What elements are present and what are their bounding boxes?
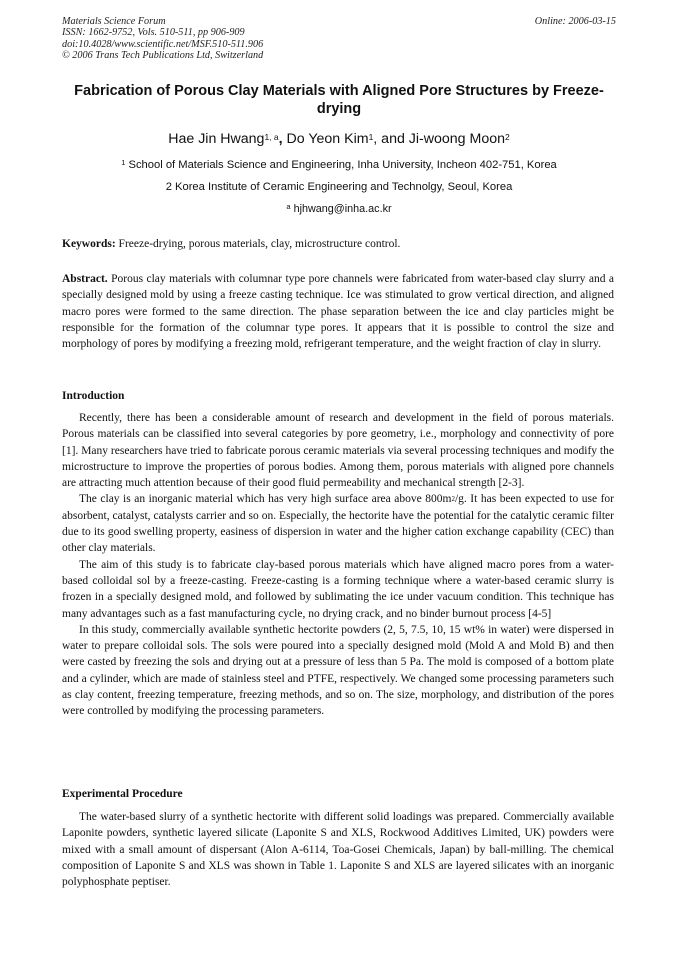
unit-superscript: 2 <box>451 495 455 504</box>
author-name: Do Yeon Kim <box>286 131 369 147</box>
unit <box>443 493 455 505</box>
paragraph-text: The clay is an inorganic material which has very high surface area above 800 <box>79 493 443 506</box>
affiliation-2: 2 Korea Institute of Ceramic Engineering and Technolgy, Seoul, Korea <box>165 181 513 193</box>
abstract <box>62 271 614 352</box>
keywords-label: Keywords: <box>62 238 116 250</box>
issn-line: ISSN: 1662-9752, Vols. 510-511, pp 906-909 <box>62 27 245 39</box>
paragraph-text: /g. It has been expected to use for absorbent, catalyst, catalysts carrier and so on. Especially, the hectorite have the potential for the catalytic ceramic filter due to its good swelling property, easiness of dispersion in water and the higher cation exchange capability (CEC) than other clay materials. <box>62 493 615 555</box>
paragraph: Recently, there has been a considerable amount of research and development in the field of porous materials. Porous materials can be classified into several categories by pore geometry, i.e., morphology and connectivity of pore [1]. Many researchers have tried to fabricate porous ceramic materials via several processing techniques and modify the microstructure to improve the properties of porous bodies. Among them, porous materials with aligned pore channels are attracting much attention because of their good fluid permeability and mechanical strength [2-3]. <box>62 412 614 490</box>
abstract-text: Porous clay materials with columnar type pore channels were fabricated from water-based clay slurry and a specially designed mold by using a freeze casting technique. Ice was stimulated to grow vertical direction, and aligned macro pores were formed to the same direction. The phase separation between the ice and clay particles might be responsible for the formation of the columnar type pores. It appears that it is possible to control the size and morphology of pores by modifying a freezing mold, refrigerant temperature, and the weight fraction of clay in slurry. <box>62 273 614 351</box>
author-name: Hae Jin Hwang <box>168 131 265 147</box>
affiliation-1 <box>62 158 616 172</box>
author-separator: , <box>278 131 287 147</box>
email-address[interactable]: hjhwang@inha.ac.kr <box>290 203 392 215</box>
author-name: Ji-woong Moon <box>408 131 506 147</box>
paragraph: In this study, commercially available synthetic hectorite powders (2, 5, 7.5, 10, 15 wt% in water) were dispersed in water to prepare colloidal sols. The sols were poured into a specially designed mold (Mold A and Mold B) and then were casted by freezing the sols and drying out at a pressure of less than 5 Pa. The mold is composed of a bottom plate and a cylinder, which are made of stainless steel and PTFE, respectively. We changed some processing parameters such as clay content, freezing temperature, freezing methods, and so on. The size, morphology, and distribution of the pores were controlled by modifying the processing parameters. <box>62 623 614 718</box>
abstract-label: Abstract. <box>62 273 108 285</box>
section-heading-experimental: Experimental Procedure <box>62 788 183 800</box>
paragraph <box>62 491 614 556</box>
copyright-line: © 2006 Trans Tech Publications Ltd, Switzerland <box>62 50 264 62</box>
affiliation-text: School of Materials Science and Engineering, Inha University, Incheon 402-751, Korea <box>125 159 557 171</box>
email-line <box>62 202 616 216</box>
online-date: Online: 2006-03-15 <box>534 16 616 27</box>
paper-title: Fabrication of Porous Clay Materials with Aligned Pore Structures by Freeze-drying <box>74 83 604 117</box>
author-line <box>62 130 616 148</box>
introduction-body <box>62 410 614 720</box>
keywords-text: Freeze-drying, porous materials, clay, microstructure control. <box>115 238 401 250</box>
email-superscript: a <box>286 202 291 211</box>
journal-header <box>62 16 616 62</box>
experimental-body <box>62 809 614 890</box>
header-left <box>62 16 616 62</box>
paragraph: The aim of this study is to fabricate clay-based porous materials which have aligned macro pores from a water-based colloidal sol by a freeze-casting. Freeze-casting is a forming technique where a water-based ceramic slurry is frozen in a specially designed mold, and followed by sublimating the ice under vacuum condition. This technique has many advantages such as a fast manufacturing cycle, no drying crack, and no binder burnout process [4-5] <box>62 558 614 620</box>
paragraph: The water-based slurry of a synthetic hectorite with different solid loadings was prepared. Commercially available Laponite powders, synthetic layered silicate (Laponite S and XLS, Rockwood Additives Limited, UK) powders were mixed with a small amount of dispersant (Alon A-6114, Toa-Gosei Chemicals, Japan) by ball-milling. The chemical composition of Laponite S and XLS was shown in Table 1. Laponite S and XLS are layered silicates with an inorganic polyphosphate peptiser. <box>62 811 614 889</box>
author-superscript: 1, a <box>264 132 279 142</box>
author-superscript: 1 <box>368 132 374 142</box>
keywords <box>62 236 614 252</box>
section-heading-introduction: Introduction <box>62 390 125 402</box>
doi-line[interactable]: doi:10.4028/www.scientific.net/MSF.510-511.906 <box>62 38 264 50</box>
author-separator: , and <box>373 131 409 147</box>
author-superscript: 2 <box>505 132 510 142</box>
journal-name: Materials Science Forum <box>62 16 166 27</box>
unit-text: m <box>442 493 452 506</box>
affiliation-superscript: 1 <box>121 158 126 167</box>
